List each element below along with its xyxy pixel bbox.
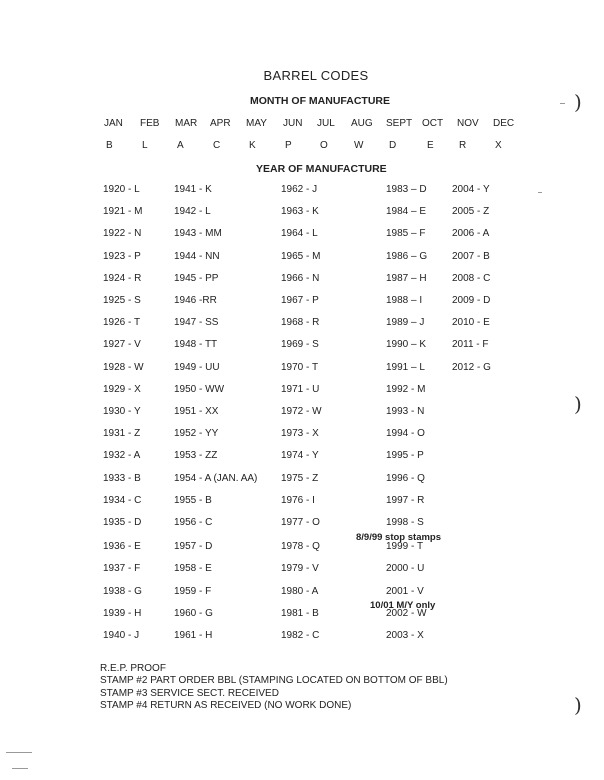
month-code: L (142, 140, 148, 151)
year-code-cell: 1961 - H (174, 630, 213, 641)
year-code-cell: 2012 - G (452, 361, 491, 373)
year-code-cell: 1939 - H (103, 607, 142, 619)
year-code-cell: 1982 - C (281, 630, 320, 641)
month-code: P (285, 140, 292, 151)
year-code-cell: 1924 - R (103, 272, 142, 284)
year-code-cell: 1998 - S (386, 517, 424, 528)
year-code-cell: 1951 - XX (174, 406, 219, 417)
month-code: R (459, 140, 467, 151)
year-code-cell: 1954 - A (JAN. AA) (174, 472, 258, 484)
year-code-cell: 1983 – D (386, 184, 427, 195)
year-code-cell: 1965 - M (281, 250, 321, 262)
year-code-cell: 2011 - F (452, 339, 489, 351)
month-code: C (213, 140, 221, 151)
year-code-cell: 1943 - MM (174, 228, 222, 240)
year-code-cell: 1977 - O (281, 517, 320, 528)
month-label: JUN (283, 118, 303, 129)
year-code-cell: 1979 - V (281, 563, 319, 575)
year-code-cell: 1959 - F (174, 585, 212, 597)
year-code-cell: 1997 - R (386, 494, 425, 506)
scan-bracket-mark: ) (574, 90, 582, 114)
month-label: FEB (140, 118, 160, 129)
year-code-cell: 1986 – G (386, 250, 428, 262)
month-code: B (106, 140, 113, 151)
month-code: W (354, 140, 364, 151)
month-label: AUG (351, 118, 373, 129)
year-heading: YEAR OF MANUFACTURE (256, 163, 387, 175)
year-code-cell: 1969 - S (281, 339, 319, 351)
year-code-cell: 1948 - TT (174, 339, 218, 351)
year-code-cell: 1975 - Z (281, 472, 319, 484)
scan-speck (6, 752, 32, 753)
year-code-cell: 1922 - N (103, 228, 142, 240)
year-code-cell: 1962 - J (281, 184, 318, 195)
note-my-only: 10/01 M/Y only (370, 600, 436, 611)
year-code-cell: 1991 – L (386, 361, 425, 373)
year-code-cell: 1996 - Q (386, 472, 425, 484)
month-label: SEPT (386, 118, 413, 129)
month-code: X (495, 140, 502, 151)
year-code-cell: 1974 - Y (281, 450, 319, 462)
month-heading: MONTH OF MANUFACTURE (250, 95, 390, 107)
year-code-cell: 1955 - B (174, 494, 212, 506)
year-code-cell: 1989 – J (386, 317, 425, 329)
footer-line: STAMP #4 RETURN AS RECEIVED (NO WORK DONE) (100, 700, 352, 711)
year-code-cell: 1967 - P (281, 295, 319, 306)
year-code-cell: 1957 - D (174, 541, 213, 553)
year-code-cell: 1928 - W (103, 361, 144, 373)
year-code-cell: 1923 - P (103, 250, 141, 262)
year-code-cell: 1978 - Q (281, 541, 320, 553)
year-code-cell: 2006 - A (452, 228, 490, 240)
year-code-cell: 1984 – E (386, 206, 427, 218)
month-label: NOV (457, 118, 479, 129)
year-code-cell: 1960 - G (174, 607, 213, 619)
year-code-cell: 1976 - I (281, 494, 315, 506)
month-code: O (320, 140, 328, 151)
month-label: APR (210, 118, 231, 129)
month-label: JUL (317, 118, 335, 129)
year-code-cell: 1944 - NN (174, 250, 220, 262)
month-code: D (389, 140, 397, 151)
year-code-cell: 2000 - U (386, 563, 425, 575)
year-code-cell: 1956 - C (174, 517, 213, 528)
month-code: A (177, 140, 184, 151)
year-code-cell: 1994 - O (386, 428, 425, 440)
year-code-cell: 1968 - R (281, 317, 320, 329)
year-code-cell: 1992 - M (386, 383, 426, 395)
year-code-cell: 1970 - T (281, 361, 319, 373)
year-code-cell: 1964 - L (281, 228, 318, 240)
year-code-cell: 1932 - A (103, 450, 141, 462)
month-label: OCT (422, 118, 444, 129)
year-code-cell: 1940 - J (103, 630, 140, 641)
year-code-cell: 1941 - K (174, 184, 212, 195)
year-code-cell: 1985 – F (386, 228, 426, 240)
year-code-cell: 1947 - SS (174, 317, 219, 329)
year-code-cell: 1946 -RR (174, 295, 217, 306)
year-code-cell: 1921 - M (103, 206, 143, 218)
year-code-cell: 1926 - T (103, 317, 141, 329)
footer-line: STAMP #2 PART ORDER BBL (STAMPING LOCATED ON BOTTOM OF BBL) (100, 675, 448, 686)
month-code: K (249, 140, 256, 151)
year-code-cell: 1971 - U (281, 383, 320, 395)
year-code-cell: 1995 - P (386, 450, 424, 462)
scan-speck (560, 103, 565, 104)
year-code-cell: 1925 - S (103, 295, 141, 306)
month-code: E (427, 140, 434, 151)
year-code-cell: 2007 - B (452, 250, 490, 262)
month-label: MAY (246, 118, 267, 129)
scan-speck (538, 192, 542, 193)
year-code-cell: 1935 - D (103, 517, 142, 528)
year-code-cell: 2001 - V (386, 585, 424, 597)
footer-line: R.E.P. PROOF (100, 663, 166, 674)
year-code-cell: 1987 – H (386, 272, 427, 284)
year-code-cell: 1958 - E (174, 563, 212, 575)
month-label: MAR (175, 118, 198, 129)
year-code-cell: 1920 - L (103, 184, 140, 195)
scan-bracket-mark: ) (574, 392, 582, 416)
month-label: DEC (493, 118, 515, 129)
year-code-cell: 2005 - Z (452, 206, 490, 218)
year-code-cell: 1953 - ZZ (174, 450, 218, 462)
year-code-cell: 1949 - UU (174, 361, 220, 373)
year-code-cell: 1938 - G (103, 585, 142, 597)
year-code-cell: 1999 - T (386, 541, 424, 553)
note-stop-stamps: 8/9/99 stop stamps (356, 532, 442, 543)
year-code-cell: 1942 - L (174, 206, 211, 218)
year-code-cell: 1937 - F (103, 563, 141, 575)
year-code-cell: 1933 - B (103, 472, 141, 484)
year-code-cell: 1952 - YY (174, 428, 219, 440)
year-code-cell: 1929 - X (103, 383, 141, 395)
year-code-cell: 1990 – K (386, 339, 427, 351)
year-code-cell: 2002 - W (386, 607, 427, 619)
page-title: BARREL CODES (263, 68, 369, 83)
year-code-cell: 2004 - Y (452, 184, 490, 195)
year-code-cell: 1950 - WW (174, 383, 225, 395)
year-code-cell: 2008 - C (452, 272, 491, 284)
year-code-cell: 2003 - X (386, 630, 424, 641)
year-code-cell: 1993 - N (386, 406, 425, 417)
year-code-cell: 1981 - B (281, 607, 319, 619)
footer-line: STAMP #3 SERVICE SECT. RECEIVED (100, 688, 279, 699)
year-code-cell: 1927 - V (103, 339, 141, 351)
month-label: JAN (104, 118, 123, 129)
year-code-cell: 1980 - A (281, 585, 319, 597)
year-code-cell: 1936 - E (103, 541, 141, 553)
year-code-cell: 1988 – I (386, 295, 423, 306)
year-code-cell: 1973 - X (281, 428, 319, 440)
year-code-cell: 1934 - C (103, 494, 142, 506)
scan-bracket-mark: ) (574, 693, 582, 717)
year-code-cell: 1945 - PP (174, 272, 219, 284)
year-code-cell: 1930 - Y (103, 406, 141, 417)
year-code-cell: 1972 - W (281, 406, 322, 417)
scan-speck (12, 768, 28, 769)
year-code-cell: 1963 - K (281, 206, 319, 218)
year-code-cell: 1966 - N (281, 272, 320, 284)
year-code-cell: 2010 - E (452, 317, 490, 329)
year-code-cell: 1931 - Z (103, 428, 141, 440)
year-code-cell: 2009 - D (452, 295, 491, 306)
